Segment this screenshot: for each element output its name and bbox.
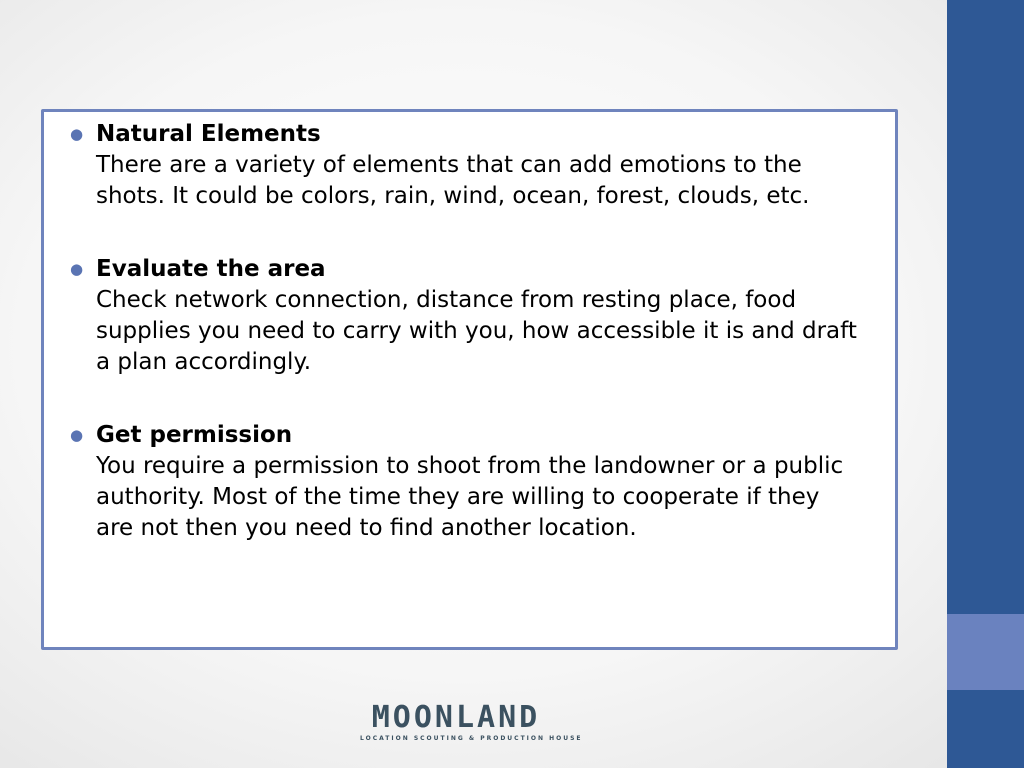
bullet-item-evaluate-area xyxy=(70,254,860,378)
bullet-title: Evaluate the area xyxy=(96,256,326,282)
bullet-list xyxy=(70,119,860,586)
logo-name: MOONLAND xyxy=(371,700,541,735)
bullet-text: There are a variety of elements that can add emotions to the shots. It could be colors, rain, wind, ocean, forest, clouds, etc. xyxy=(96,152,810,209)
moonland-logo xyxy=(360,700,583,744)
bullet-dot-icon: ● xyxy=(70,426,84,444)
bullet-text: Check network connection, distance from resting place, food supplies you need to carry with you, how accessible it is and draft a plan accordingly. xyxy=(96,287,857,375)
bullet-title: Get permission xyxy=(96,422,293,448)
bullet-dot-icon: ● xyxy=(70,260,84,278)
bullet-dot-icon: ● xyxy=(70,125,84,143)
bullet-text: You require a permission to shoot from the landowner or a public authority. Most of the time they are willing to cooperate if they are not then you need to find another location. xyxy=(96,453,844,541)
side-bar-accent xyxy=(947,614,1024,690)
logo-tagline: LOCATION SCOUTING & PRODUCTION HOUSE xyxy=(360,735,583,742)
bullet-item-natural-elements xyxy=(70,119,860,212)
bullet-item-get-permission xyxy=(70,420,860,544)
content-box xyxy=(41,109,898,650)
bullet-title: Natural Elements xyxy=(96,121,321,147)
